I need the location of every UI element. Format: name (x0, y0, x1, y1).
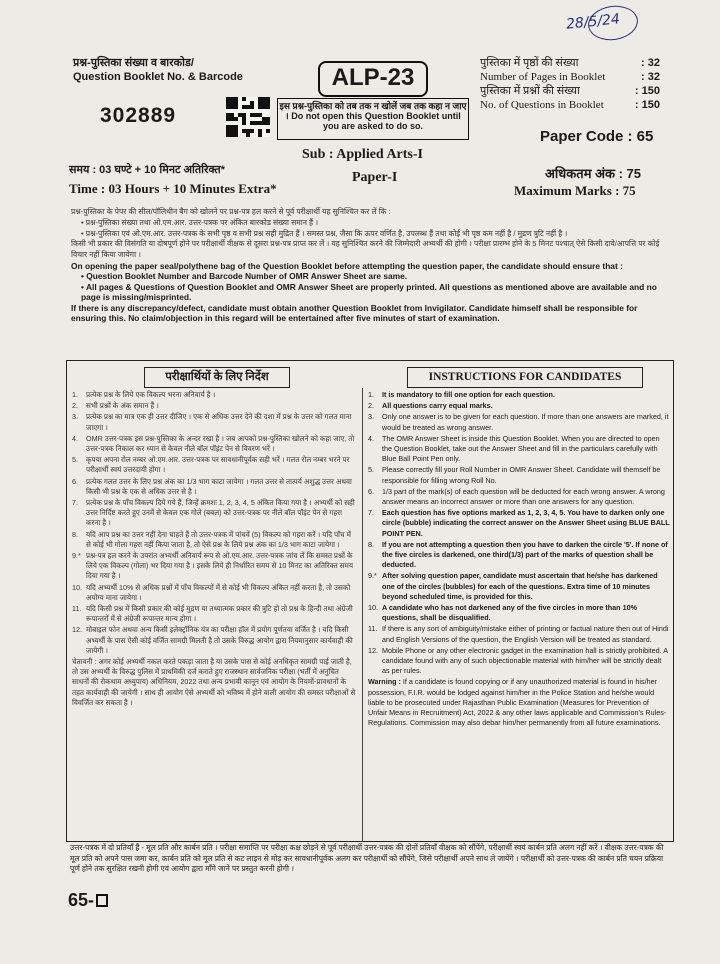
item-number: 6. (72, 476, 78, 486)
item-text: After solving question paper, candidate must ascertain that he/she has darkened one of the circles (bubbles) for each of the questions. Extra time of 10 minutes beyond scheduled time, is provided for this. (382, 571, 658, 601)
qr-code-icon (226, 97, 270, 137)
item-text: प्रत्येक प्रश्न के लिये एक विकल्प भरना अनिवार्य है । (86, 390, 216, 399)
booklet-info (480, 56, 660, 112)
list-item (368, 571, 670, 602)
list-item (368, 540, 670, 571)
item-text: The OMR Answer Sheet is inside this Question Booklet. When you are directed to open the Question Booklet, take out the Answer Sheet and fill in the particulars carefully with Blue Ball Point Pen only. (382, 433, 660, 464)
booklet-label (73, 56, 243, 84)
english-instructions-title: INSTRUCTIONS FOR CANDIDATES (407, 367, 643, 388)
list-item (72, 583, 356, 603)
list-item (368, 646, 670, 677)
info-row (480, 98, 660, 112)
info-row (480, 70, 660, 84)
item-number: 11. (72, 604, 82, 614)
opening-outro-en: If there is any discrepancy/defect, candidate must obtain another Question Booklet from Invigilator. Candidate himself shall be responsible for ensuring this. No claim/objection in this regard will be entertained after five minutes of start of examination. (71, 302, 638, 324)
item-text: यदि आप प्रश्न का उत्तर नहीं देना चाहते हैं तो उत्तर-पत्रक में पांचवें (5) विकल्प को गहरा करें । यदि पाँच में से कोई भी गोला गहरा नहीं किया जाता है, तो ऐसे प्रश्न के लिये प्रश्न अंक का 1/3 भाग काटा जायेगा । (86, 529, 351, 549)
hindi-instructions-title: परीक्षार्थियों के लिए निर्देश (144, 367, 290, 388)
item-number: 2. (368, 401, 374, 411)
paper-title: Paper-I (352, 170, 398, 185)
opening-point-hi: • प्रश्न-पुस्तिका एवं ओ.एम.आर. उत्तर-पत्रक के सभी पृष्ठ व सभी प्रश्न सही मुद्रित हैं । समस्त प्रश्न, जैसा कि ऊपर वर्णित है, उपलब्ध हैं तथा कोई भी पृष्ठ कम नहीं है / मुद्रण त्रुटि नहीं है । (81, 229, 669, 240)
item-number: 7. (368, 508, 374, 518)
hindi-instructions (72, 390, 356, 708)
info-value: : 32 (641, 57, 660, 69)
info-label: No. of Questions in Booklet (480, 99, 604, 111)
opening-instructions (71, 207, 669, 324)
info-value: : 32 (641, 71, 660, 83)
info-label: पुस्तिका में प्रश्नों की संख्या (480, 85, 580, 97)
list-item (72, 604, 356, 624)
item-text: मोबाइल फोन अथवा अन्य किसी इलेक्ट्रॉनिक यंत्र का परीक्षा हॉल में प्रयोग पूर्णतया वर्जित है । यदि किसी अभ्यर्थी के पास ऐसी कोई वर्जित सामग्री मिलती है तो उसके विरुद्ध आयोग द्वारा नियमानुसार कार्यवाही की जायेगी । (86, 625, 353, 655)
list-item (72, 625, 356, 656)
item-number: 2. (72, 401, 78, 411)
info-value: : 150 (634, 85, 660, 97)
opening-point-en: • Question Booklet Number and Barcode Number of OMR Answer Sheet are same. (81, 271, 669, 282)
info-label: पुस्तिका में पृष्ठों की संख्या (480, 57, 579, 69)
answer-sheet-note: उत्तर-पत्रक में दो प्रतियाँ हैं - मूल प्रति और कार्बन प्रति । परीक्षा समाप्ति पर परीक्षा कक्ष छोड़ने से पूर्व परीक्षार्थी उत्तर-पत्रक की दोनों प्रतियाँ वीक्षक को सौंपेंगे, परीक्षार्थी स्वयं कार्बन प्रति अलग नहीं करें । वीक्षक उत्तर-पत्रक की मूल प्रति को अपने पास जमा कर, कार्बन प्रति को मूल प्रति से कट लाइन से मोड़ कर सावधानीपूर्वक अलग कर परीक्षार्थी को सौंपेंगे, जिसे परीक्षार्थी अपने साथ ले जायेंगे । परीक्षार्थी को उत्तर-पत्रक की कार्बन प्रति चयन प्रक्रिया पूर्ण होने तक सुरक्षित रखनी होगी एवं आयोग द्वारा माँगे जाने पर प्रस्तुत करनी होगी । (70, 843, 664, 874)
list-item (72, 401, 356, 411)
do-not-open-notice: इस प्रश्न-पुस्तिका को तब तक न खोलें जब तक कहा न जाए । Do not open this Question Booklet until you are asked to do so. (277, 98, 469, 140)
item-number: 6. (368, 486, 374, 496)
item-text: It is mandatory to fill one option for each question. (382, 390, 555, 399)
list-item (368, 624, 670, 644)
warning-text: If a candidate is found copying or if any unauthorized material is found in his/her possession, F.I.R. would be lodged against him/her in the Police Station and he/she would liable to be prosecuted under Rajasthan Public Examination (Measures for Prevention of Unfair Means in Recruitment) Act, 2022 & any other laws applicable and Commission's Rules-Regulations. Commission may also debar him/her permanently from all future examinations. (368, 677, 667, 728)
footer-code-text: 65- (68, 890, 95, 910)
item-number: 4. (72, 433, 78, 443)
info-value: : 150 (634, 99, 660, 111)
item-number: 12. (72, 625, 82, 635)
info-row (480, 56, 660, 70)
item-text: OMR उत्तर-पत्रक इस प्रश्न-पुस्तिका के अन्दर रखा है । जब आपको प्रश्न-पुस्तिका खोलने को कहा जाए, तो उत्तर-पत्रक निकाल कर ध्यान से केवल नीले बॉल पॉइंट पेन से विवरण भरें । (86, 433, 355, 454)
opening-points-hi (71, 218, 669, 240)
column-divider (362, 388, 363, 842)
item-text: प्रत्येक प्रश्न के पाँच विकल्प दिये गये हैं, जिन्हें क्रमशः 1, 2, 3, 4, 5 अंकित किया गया है । अभ्यर्थी को सही उत्तर निर्दिष्ट करते हुए उनमें से केवल एक गोले (बबल) को उत्तर-पत्रक पर नीले बॉल पॉइंट पेन से गहरा करना है । (86, 498, 355, 528)
subject-title: Sub : Applied Arts-I (302, 147, 423, 162)
item-text: यदि अभ्यर्थी 10% से अधिक प्रश्नों में पाँच विकल्पों में से कोई भी विकल्प अंकित नहीं करता है, तो उसको अयोग्य माना जायेगा । (86, 582, 351, 602)
list-item (368, 390, 670, 400)
opening-intro-en: On opening the paper seal/polythene bag of the Question Booklet before attempting the question paper, the candidate should ensure that : (71, 260, 623, 271)
item-number: 5. (368, 465, 374, 475)
item-text: Each question has five options marked as 1, 2, 3, 4, 5. You have to darken only one circle (bubble) indicating the correct answer on the Answer Sheet using BLUE BALL POINT PEN. (382, 508, 670, 538)
list-item (72, 412, 356, 432)
booklet-label-hi: प्रश्न-पुस्तिका संख्या व बारकोड/ (73, 57, 194, 69)
square-icon (96, 894, 108, 907)
list-item (72, 551, 356, 582)
item-text: If you are not attempting a question then you have to darken the circle '5'. If none of the five circles is darkened, one third(1/3) part of the marks of question shall be deducted. (382, 539, 668, 570)
item-text: 1/3 part of the mark(s) of each question will be deducted for each wrong answer. A wrong answer means an incorrect answer or more than one answers for any question. (382, 486, 665, 507)
item-text: Only one answer is to be given for each question. If more than one answers are marked, it would be treated as wrong answer. (382, 412, 669, 432)
list-item (368, 603, 670, 623)
item-number: 9.* (368, 571, 377, 581)
item-text: A candidate who has not darkened any of the five circles in more than 10% questions, shall be disqualified. (382, 603, 637, 623)
list-item (368, 487, 670, 507)
opening-point-en: • All pages & Questions of Question Booklet and OMR Answer Sheet are properly printed. All questions as mentioned above are available and no page is missing/misprinted. (81, 282, 669, 303)
opening-point-hi: • प्रश्न-पुस्तिका संख्या तथा ओ.एम.आर. उत्तर-पत्रक पर अंकित बारकोड संख्या समान हैं । (81, 218, 669, 229)
item-text: प्रत्येक गलत उत्तर के लिए प्रश्न अंक का 1/3 भाग काटा जायेगा । गलत उत्तर से तात्पर्य अशुद्ध उत्तर अथवा किसी भी प्रश्न के एक से अधिक उत्तर से है । (86, 476, 352, 496)
list-item (72, 390, 356, 400)
warning-label: Warning : (368, 677, 401, 687)
item-number: 12. (368, 645, 378, 655)
hindi-warning: चेतावनी : अगर कोई अभ्यर्थी नकल करते पकड़ा जाता है या उसके पास से कोई अनधिकृत सामग्री पाई जाती है, तो उस अभ्यर्थी के विरुद्ध पुलिस में प्राथमिकी दर्ज कराते हुए राजस्थान सार्वजनिक परीक्षा (भर्ती में अनुचित साधनों की रोकथाम अध्युपाय) अधिनियम, 2022 तथा अन्य प्रभावी कानून एवं आयोग के नियमों-प्रावधानों के तहत कार्यवाही की जायेगी । साथ ही आयोग ऐसे अभ्यर्थी को भविष्य में होने वाली आयोग की समस्त परीक्षाओं से विवर्जित कर सकता है । (72, 657, 356, 707)
opening-intro-hi: प्रश्न-पुस्तिका के पेपर की सील/पॉलिथीन बैग को खोलने पर प्रश्न-पत्र हल करने से पूर्व परीक्षार्थी यह सुनिश्चित कर लें कि : (71, 207, 391, 216)
max-marks-en: Maximum Marks : 75 (514, 183, 636, 198)
opening-points-en (71, 271, 669, 303)
item-number: 8. (368, 539, 374, 549)
paper-code: Paper Code : 65 (540, 128, 654, 145)
english-instructions (368, 390, 670, 729)
item-number: 10. (368, 603, 378, 613)
english-warning (368, 677, 670, 728)
list-item (72, 477, 356, 497)
item-text: Mobile Phone or any other electronic gadget in the examination hall is strictly prohibited. A candidate found with any of such objectionable material with him/her will be strictly dealt as per rules. (382, 645, 668, 676)
item-text: प्रश्न-पत्र हल करने के उपरांत अभ्यर्थी अनिवार्य रूप से ओ.एम.आर. उत्तर-पत्रक जांच लें कि समस्त प्रश्नों के लिये एक विकल्प (गोला) भर दिया गया है । इसके लिये ही निर्धारित समय से 10 मिनट का अतिरिक्त समय दिया गया है । (86, 551, 354, 581)
series-code: ALP-23 (318, 61, 428, 97)
item-number: 10. (72, 582, 82, 592)
list-item (72, 498, 356, 529)
opening-outro-hi: किसी भी प्रकार की विसंगति या दोषपूर्ण होने पर परीक्षार्थी वीक्षक से दूसरा प्रश्न-पत्र प्राप्त कर लें । यह सुनिश्चित करने की जिम्मेदारी अभ्यर्थी की होगी । परीक्षा प्रारम्भ होने के 5 मिनट पश्चात् ऐसे किसी दावे/आपत्ति पर कोई विचार नहीं किया जायेगा । (71, 239, 660, 260)
handwritten-date: 28/5/24 (565, 11, 621, 33)
max-marks-hi: अधिकतम अंक : 75 (545, 166, 642, 181)
item-number: 5. (72, 455, 78, 465)
item-text: Please correctly fill your Roll Number in OMR Answer Sheet. Candidate will themself be responsible for filling wrong Roll No. (382, 465, 661, 485)
item-text: सभी प्रश्नों के अंक समान हैं । (86, 401, 159, 411)
info-row (480, 84, 660, 98)
list-item (368, 412, 670, 432)
item-number: 1. (368, 390, 374, 399)
list-item (368, 508, 670, 539)
booklet-number: 302889 (100, 104, 177, 127)
list-item (368, 465, 670, 485)
item-text: प्रत्येक प्रश्न का मात्र एक ही उत्तर दीजिए । एक से अधिक उत्तर देने की दशा में प्रश्न के उत्तर को गलत माना जाएगा । (86, 412, 352, 432)
item-number: 3. (368, 412, 374, 422)
list-item (72, 455, 356, 475)
list-item (368, 434, 670, 465)
info-label: Number of Pages in Booklet (480, 71, 606, 83)
item-text: If there is any sort of ambiguity/mistake either of printing or factual nature then out of Hindi and English Versions of the question, the English Version will be treated as standard. (382, 624, 669, 644)
item-number: 1. (72, 390, 78, 399)
item-number: 3. (72, 412, 78, 422)
item-number: 9.* (72, 551, 81, 561)
list-item (368, 401, 670, 411)
time-en: Time : 03 Hours + 10 Minutes Extra* (69, 181, 277, 196)
item-text: कृपया अपना रोल नम्बर ओ.एम.आर. उत्तर-पत्रक पर सावधानीपूर्वक सही भरें । गलत रोल नम्बर भरने पर परीक्षार्थी स्वयं उत्तरदायी होगा । (86, 455, 350, 475)
booklet-label-en: Question Booklet No. & Barcode (73, 71, 243, 83)
item-text: All questions carry equal marks. (382, 401, 493, 411)
item-number: 11. (368, 624, 378, 634)
list-item (72, 434, 356, 454)
item-number: 7. (72, 498, 78, 508)
time-hi: समय : 03 घण्टे + 10 मिनट अतिरिक्त* (69, 164, 225, 176)
footer-code (68, 890, 108, 911)
item-text: यदि किसी प्रश्न में किसी प्रकार की कोई मुद्रण या तथ्यात्मक प्रकार की त्रुटि हो तो प्रश्न के हिन्दी तथा अंग्रेजी रूपान्तरों में से अंग्रेजी रूपान्तर मान्य होगा । (86, 604, 353, 624)
item-number: 4. (368, 433, 374, 443)
list-item (72, 530, 356, 550)
item-number: 8. (72, 529, 78, 539)
